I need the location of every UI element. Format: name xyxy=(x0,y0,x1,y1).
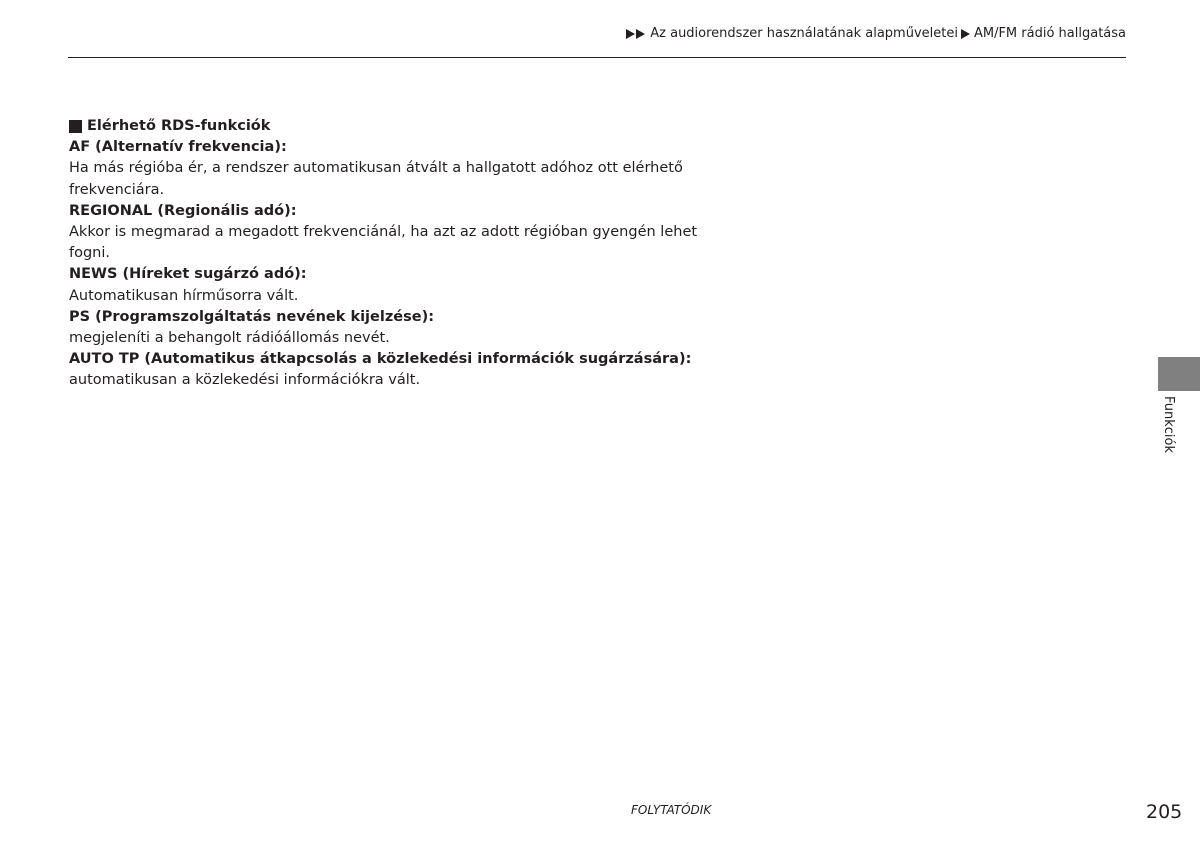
item-title-regional: REGIONAL (Regionális adó): xyxy=(69,202,297,219)
list-item xyxy=(69,201,709,265)
page-number: 205 xyxy=(1146,801,1183,823)
breadcrumb-item-chapter: Az audiorendszer használatának alapműveletei xyxy=(650,26,958,41)
chapter-tab-marker xyxy=(1158,357,1200,391)
item-desc-regional: Akkor is megmarad a megadott frekvenciánál, ha azt az adott régióban gyengén lehet fogni. xyxy=(69,224,698,262)
list-item xyxy=(69,137,709,201)
item-desc-af: Ha más régióba ér, a rendszer automatikusan átvált a hallgatott adóhoz ott elérhető frekvenciára. xyxy=(69,160,683,198)
item-desc-news: Automatikusan hírműsorra vált. xyxy=(69,287,299,304)
arrow-icon xyxy=(961,29,971,39)
item-title-news: NEWS (Híreket sugárzó adó): xyxy=(69,266,307,283)
item-desc-ps: megjeleníti a behangolt rádióállomás nevét. xyxy=(69,330,390,347)
header-divider xyxy=(68,57,1126,58)
section-heading xyxy=(69,116,709,137)
double-arrow-icon xyxy=(626,29,646,39)
list-item xyxy=(69,264,709,306)
chapter-tab-label: Funkciók xyxy=(1161,396,1176,454)
continued-label: FOLYTATÓDIK xyxy=(631,803,712,817)
item-title-af: AF (Alternatív frekvencia): xyxy=(69,139,287,156)
list-item xyxy=(69,349,709,391)
section-title: Elérhető RDS-funkciók xyxy=(87,118,271,134)
square-bullet-icon xyxy=(69,120,82,133)
breadcrumb-item-section: AM/FM rádió hallgatása xyxy=(973,26,1126,41)
list-item xyxy=(69,307,709,349)
rds-functions-section xyxy=(69,116,709,392)
item-title-auto-tp: AUTO TP (Automatikus átkapcsolás a közlekedési információk sugárzására): xyxy=(69,351,692,368)
breadcrumb xyxy=(626,25,1126,43)
item-desc-auto-tp: automatikusan a közlekedési információkra vált. xyxy=(69,372,421,389)
item-title-ps: PS (Programszolgáltatás nevének kijelzése): xyxy=(69,308,434,325)
